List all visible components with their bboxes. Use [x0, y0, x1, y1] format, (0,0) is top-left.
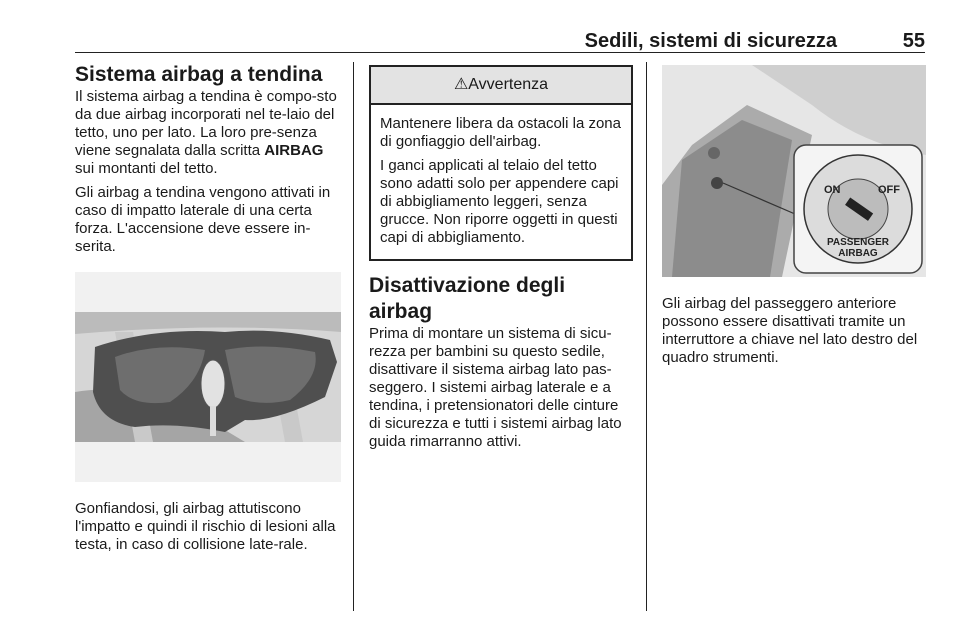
warning-box	[369, 65, 633, 261]
column-3	[662, 62, 926, 373]
curtain-airbag-illustration	[75, 272, 341, 487]
curtain-airbag-caption: Gonfiandosi, gli airbag attutiscono l'impatto e quindi il rischio di lesioni alla testa, in caso di collisione late-rale.	[75, 500, 336, 553]
warning-paragraph-1: Mantenere libera da ostacoli la zona di gonfiaggio dell'airbag.	[380, 115, 621, 150]
page-number: 55	[902, 30, 925, 52]
warning-body	[371, 105, 631, 259]
page-header	[75, 30, 925, 53]
warning-header	[371, 67, 631, 105]
curtain-airbag-heading: Sistema airbag a tendina	[75, 63, 323, 86]
switch-caption: Gli airbag del passeggero anteriore possono essere disattivati tramite un interruttore a chiave nel lato destro del quadro strumenti.	[662, 295, 918, 366]
curtain-airbag-paragraph-2: Gli airbag a tendina vengono attivati in caso di impatto laterale di una certa forza. L'accensione deve essere in-serita.	[75, 184, 331, 255]
curtain-airbag-paragraph-1	[75, 88, 341, 178]
column-1	[75, 62, 341, 560]
switch-label-airbag: AIRBAG	[838, 248, 878, 259]
p1-tail: sui montanti del tetto.	[75, 160, 218, 177]
switch-on-label: ON	[824, 184, 841, 196]
p1-text: Il sistema airbag a tendina è compo-sto da due airbag incorporati nel te-laio del tetto, uno per lato. La loro pre-senza viene segnalata dalla scritta	[75, 88, 337, 159]
airbag-label: AIRBAG	[264, 142, 324, 159]
switch-off-label: OFF	[878, 184, 900, 196]
column-divider	[353, 62, 354, 611]
section-title: Sedili, sistemi di sicurezza	[584, 30, 837, 52]
warning-paragraph-2: I ganci applicati al telaio del tetto sono adatti solo per appendere capi di abbigliamento leggeri, senza grucce. Non riporre oggetti in questi capi di abbigliamento.	[380, 157, 619, 246]
switch-label-passenger: PASSENGER	[826, 237, 890, 248]
warning-title: Avvertenza	[468, 76, 549, 93]
passenger-airbag-switch-illustration	[662, 65, 926, 282]
deactivation-paragraph: Prima di montare un sistema di sicu-rezza per bambini su questo sedile, disattivare il sistema airbag lato pas-seggero. I sistemi airbag laterale e a tendina, i pretensionatori delle cinture di sicurezza e tutti i sistemi airbag lato guida rimarranno attivi.	[369, 325, 622, 450]
column-2	[369, 62, 633, 457]
warning-icon: ⚠	[453, 76, 469, 93]
column-divider	[646, 62, 647, 611]
deactivation-heading: Disattivazione degli airbag	[369, 274, 566, 323]
